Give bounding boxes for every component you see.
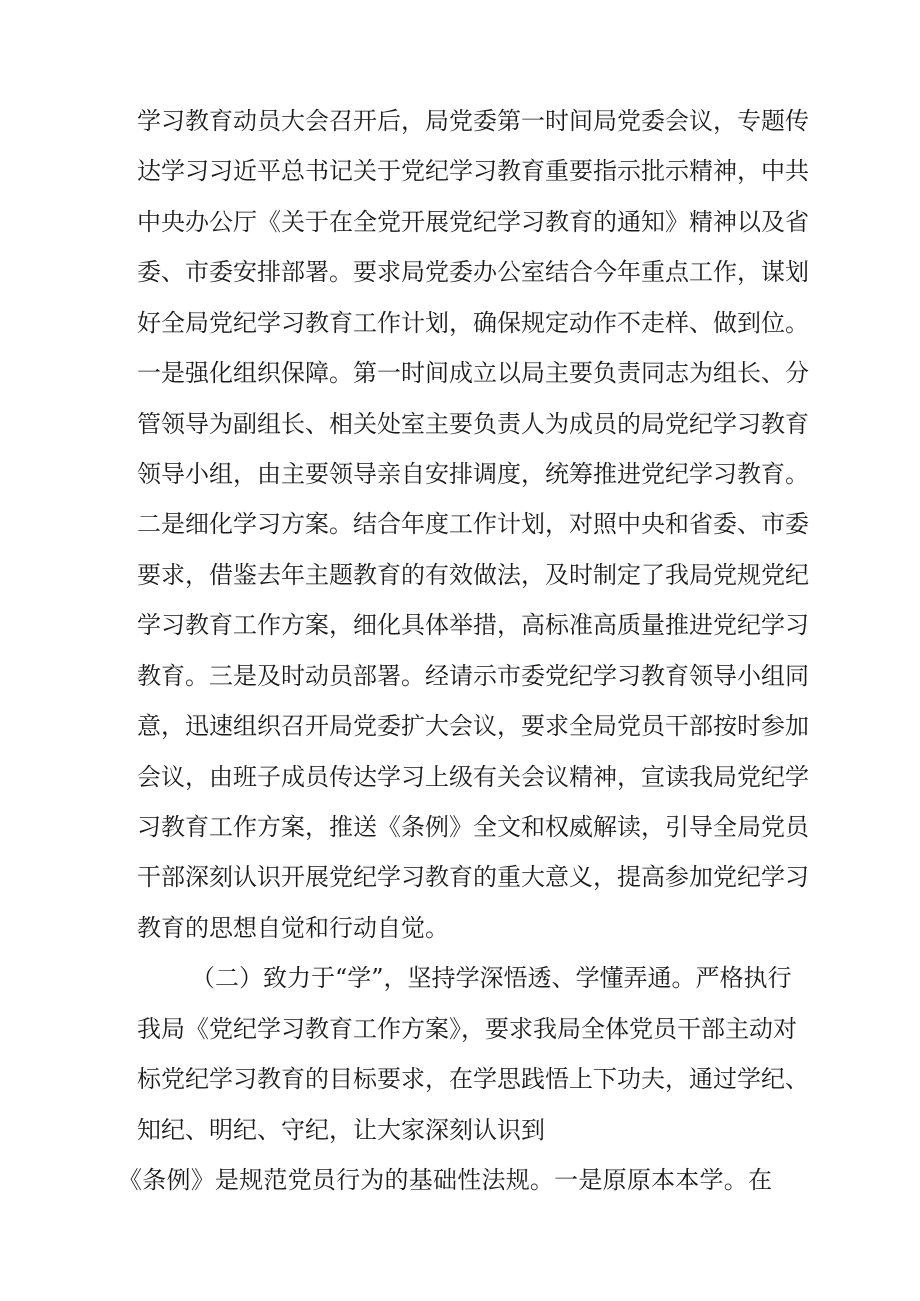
text-line: 标党纪学习教育的目标要求，在学思践悟上下功夫，通过学纪、 [137,1065,809,1093]
text-line: 习教育工作方案，推送《条例》全文和权威解读，引导全局党员 [137,813,809,841]
text-line: 会议，由班子成员传达学习上级有关会议精神，宣读我局党纪学 [137,763,809,791]
text-line: 意，迅速组织召开局党委扩大会议，要求全局党员干部按时参加 [137,712,809,740]
text-line: 学习教育工作方案，细化具体举措，高标准高质量推进党纪学习 [137,611,809,639]
text-line: 领导小组，由主要领导亲自安排调度，统筹推进党纪学习教育。 [137,460,809,488]
text-line: 二是细化学习方案。结合年度工作计划，对照中央和省委、市委 [137,510,809,538]
text-line: 委、市委安排部署。要求局党委办公室结合今年重点工作，谋划 [137,258,809,286]
text-line: 《条例》是规范党员行为的基础性法规。一是原原本本学。在 [118,1166,772,1194]
text-line: 教育。三是及时动员部署。经请示市委党纪学习教育领导小组同 [137,662,809,690]
text-line: 好全局党纪学习教育工作计划，确保规定动作不走样、做到位。 [137,309,809,337]
text-line: 学习教育动员大会召开后，局党委第一时间局党委会议，专题传 [137,107,809,135]
text-line: 要求，借鉴去年主题教育的有效做法，及时制定了我局党规党纪 [137,561,809,589]
text-line: 中央办公厅《关于在全党开展党纪学习教育的通知》精神以及省 [137,208,809,236]
text-line: 干部深刻认识开展党纪学习教育的重大意义，提高参加党纪学习 [137,863,809,891]
text-line: 管领导为副组长、相关处室主要负责人为成员的局党纪学习教育 [137,410,809,438]
text-line: 知纪、明纪、守纪，让大家深刻认识到 [137,1116,545,1144]
text-line: 我局《党纪学习教育工作方案》，要求我局全体党员干部主动对 [137,1015,797,1043]
text-line: （二）致力于“学”，坚持学深悟透、学懂弄通。严格执行 [191,964,792,992]
text-line: 一是强化组织保障。第一时间成立以局主要负责同志为组长、分 [137,359,809,387]
text-line: 教育的思想自觉和行动自觉。 [137,914,449,942]
text-line: 达学习习近平总书记关于党纪学习教育重要指示批示精神，中共 [137,157,809,185]
